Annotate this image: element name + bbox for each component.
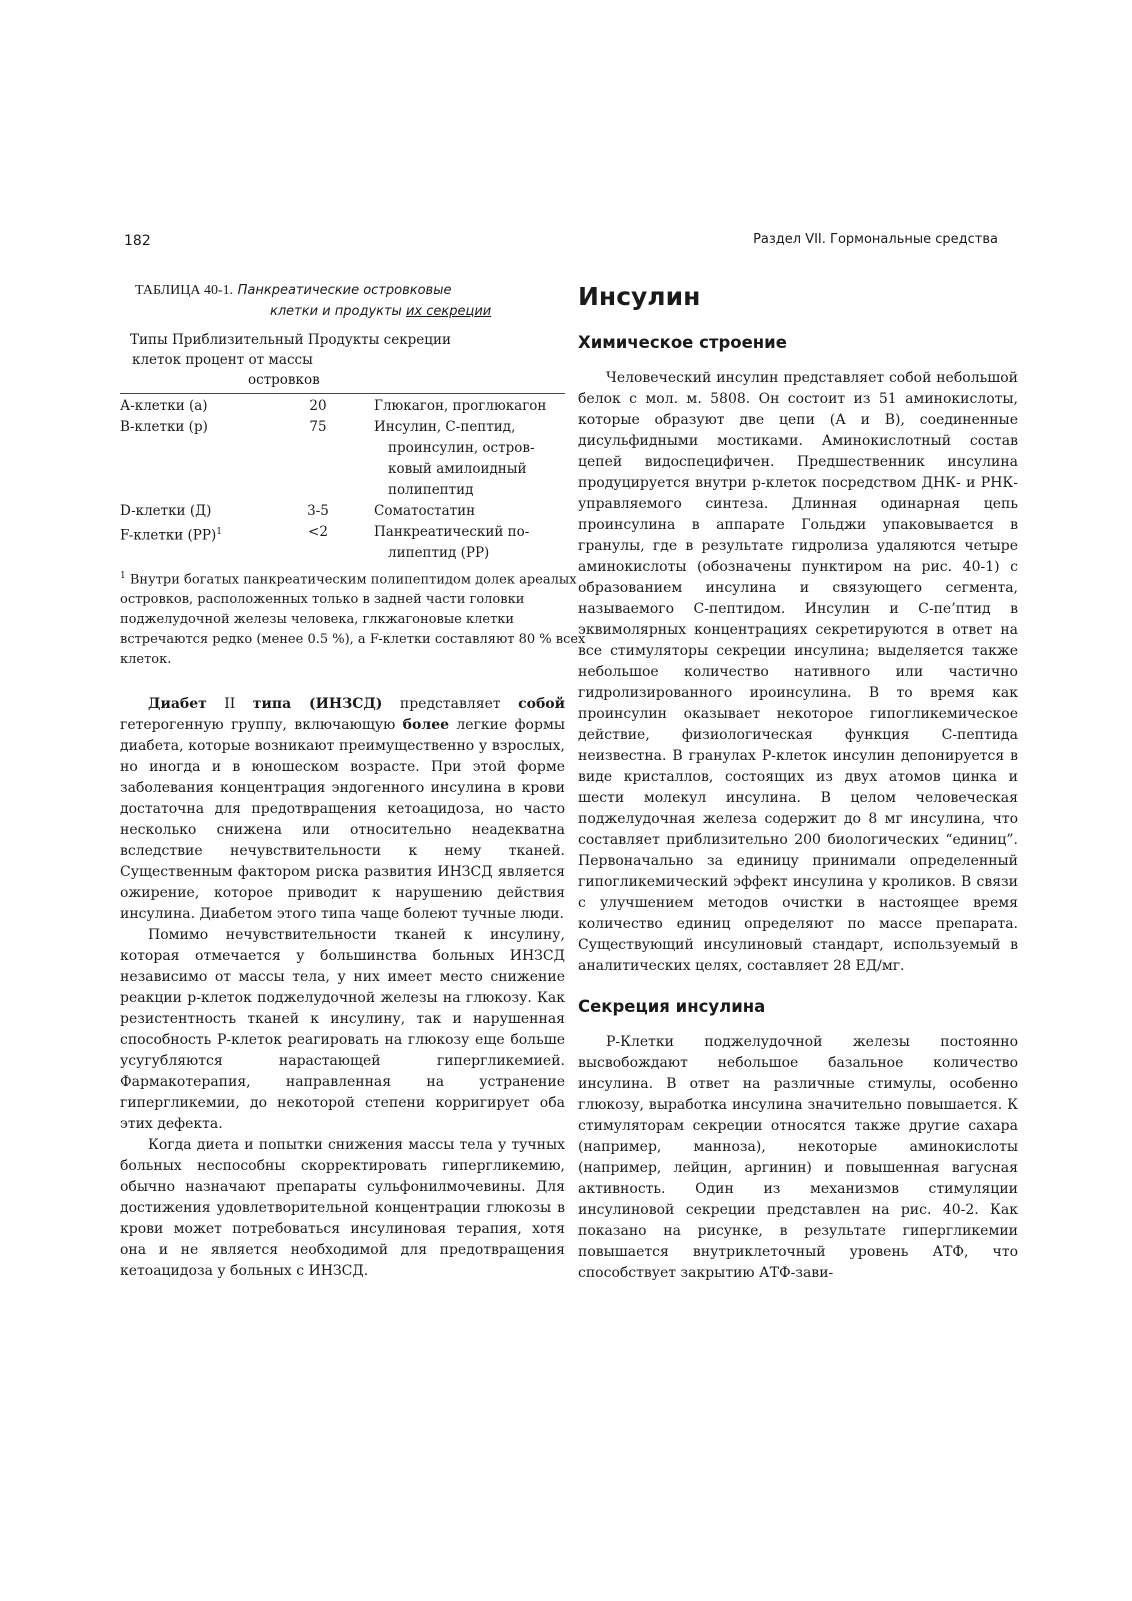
page-number: 182 (124, 233, 151, 249)
paragraph-insulin-secretion: Р-Клетки поджелудочной железы постоянно высвобождают небольшое базальное количество инсулина. В ответ на различные стимулы, особенно глюкозу, выработка инсулина значительно повышается. К стимуляторам секреции относятся также другие сахара (например, манноза), некоторые аминокислоты (например, лейцин, аргинин) и повышенная вагусная активность. Один из механизмов стимуляции инсулиновой секреции представлен на рис. 40-2. Как показано на рисунке, в результате гипергликемии повышается внутриклеточный уровень АТФ, что способствует закрытию АТФ-зави- (578, 1034, 1018, 1281)
product-line: Глюкагон, проглюкагон (374, 398, 547, 414)
table-header-rule (120, 393, 565, 394)
cell-type: D-клетки (Д) (120, 503, 212, 519)
heading-chemical-structure: Химическое строение (578, 333, 787, 352)
product-line: полипептид (388, 482, 474, 498)
cell-products (368, 522, 565, 564)
product-line: Инсулин, С-пептид, (374, 419, 516, 435)
table-caption-prefix: ТАБЛИЦА 40-1. (135, 283, 234, 298)
text-run: гетерогенную группу, включающую (120, 717, 403, 734)
footnote-mark: 1 (120, 571, 126, 581)
product-line: Панкреатический по- (374, 524, 530, 540)
right-column (578, 282, 1018, 1284)
product-line: липептид (РР) (388, 545, 490, 561)
text-run: легкие формы диабета, которые возникают преимущественно у взрослых, но иногда и в юношеском возрасте. При этой форме заболевания концентрация эндогенного инсулина в крови достаточна для предотвращения кетоацидоза, но часто несколько снижена или относительно неадекватна вследствие нечувствительности к нему тканей. Существенным фактором риска развития ИНЗСД является ожирение, которое приводит к нарушению действия инсулина. Диабетом этого типа чаще болеют тучные люди. (120, 717, 565, 923)
footnote-text: Внутри богатых панкреатическим полипептидом долек ареалых островков, расположенных только в задней части головки поджелудочной железы человека, глкжагоновые клетки встречаются редко (менее 0.5 %), а F-клетки составляют 80 % всех клеток. (120, 572, 586, 668)
bold-text: типа (ИНЗСД) (252, 696, 383, 713)
table-row (120, 417, 565, 501)
cell-percent: 75 (309, 419, 327, 435)
footnote-marker: 1 (216, 527, 222, 537)
heading-insulin-secretion: Секреция инсулина (578, 997, 766, 1016)
cell-percent: 3-5 (307, 503, 329, 519)
paragraph-chemical-structure: Человеческий инсулин представляет собой небольшой белок с мол. м. 5808. Он состоит из 51 аминокислоты, которые образуют две цепи (А и В), соединенные дисульфидными мостиками. Аминокислотный состав цепей видоспецифичен. Предшественник инсулина продуцируется внутри р-клеток посредством ДНК- и РНК-управляемого синтеза. Длинная одинарная цепь проинсулина в аппарате Гольджи упаковывается в гранулы, где в результате гидролиза удаляются четыре аминокислоты (обозначены пунктиром на рис. 40-1) с образованием инсулина и связующего сегмента, называемого С-пептидом. Инсулин и С-пе’птид в эквимолярных концентрациях секретируются в ответ на все стимуляторы секреции инсулина; выделяется также небольшое количество нативного или частично гидролизированного ироинсулина. В то время как проинсулин оказывает некоторое гипогликемическое действие, физиологическая функция С-пептида неизвестна. В гранулах Р-клеток инсулин депонируется в виде кристаллов, состоящих из двух атомов цинка и шести молекул инсулина. В целом человеческая поджелудочная железа содержит до 8 мг инсулина, что составляет приблизительно 200 биологических “единиц”. Первоначально за единицу принимали определенный гипогликемический эффект инсулина у кроликов. В связи с улучшением методов очистки в настоящее время количество единиц определяют по массе препарата. Существующий инсулиновый стандарт, используемый в аналитических целях, составляет 28 ЕД/мг. (578, 370, 1018, 974)
cell-products (368, 417, 565, 501)
paragraph-insensitivity: Помимо нечувствительности тканей к инсулину, которая отмечается у большинства больных ИНЗСД независимо от массы тела, у них имеет место снижение реакции р-клеток поджелудочной железы на глюкозу. Как резистентность тканей к инсулину, так и нарушенная способность Р-клеток реагировать на глюкозу еще больше усугубляются нарастающей гипергликемией. Фармакотерапия, направленная на устранение гипергликемии, до некоторой степени корригирует оба этих дефекта. (120, 927, 565, 1133)
bold-text: собой (518, 696, 565, 713)
table-row (120, 522, 565, 564)
running-head: Раздел VII. Гормональные средства (753, 232, 998, 247)
text-run: II (206, 696, 253, 713)
cell-products (368, 396, 565, 417)
table-header-line: островков (248, 372, 320, 388)
table-row (120, 396, 565, 417)
product-line: Соматостатин (374, 503, 476, 519)
paragraph-therapy: Когда диета и попытки снижения массы тела у тучных больных неспособны скорректировать гипергликемию, обычно назначают препараты сульфонилмочевины. Для достижения удовлетворительной концентрации глюкозы в крови может потребоваться инсулиновая терапия, хотя она и не является необходимой для предотвращения кетоацидоза у больных с ИНЗСД. (120, 1137, 565, 1280)
table-body (120, 396, 565, 564)
cell-type-text: F-клетки (РР) (120, 527, 217, 544)
table-header-line: Типы Приблизительный Продукты секреции (130, 332, 451, 348)
left-body-text (120, 694, 565, 1282)
table-caption-line2-underlined: их секреции (405, 304, 492, 319)
section-title: Инсулин (578, 282, 701, 311)
table-caption (135, 280, 565, 322)
table-caption-line1: Панкреатические островковые (237, 283, 452, 298)
cell-type: А-клетки (а) (120, 398, 208, 414)
product-line: проинсулин, остров- (388, 440, 535, 456)
table-header-line: клеток процент от массы (132, 352, 313, 368)
bold-text: Диабет (148, 696, 207, 713)
text-run: представляет (382, 696, 519, 713)
paragraph-diabetes-type2 (120, 694, 565, 925)
table-footnote (120, 566, 590, 670)
product-line: ковый амилоидный (388, 461, 527, 477)
table-caption-line2: клетки и продукты (270, 304, 406, 319)
cell-percent: 20 (309, 398, 327, 414)
cell-products (368, 501, 565, 522)
table-row (120, 501, 565, 522)
table-column-headers (120, 330, 565, 390)
bold-text: более (402, 717, 450, 734)
cell-percent: <2 (308, 524, 328, 540)
cell-type (120, 522, 268, 564)
left-column (120, 280, 586, 1282)
cell-type: В-клетки (р) (120, 419, 208, 435)
